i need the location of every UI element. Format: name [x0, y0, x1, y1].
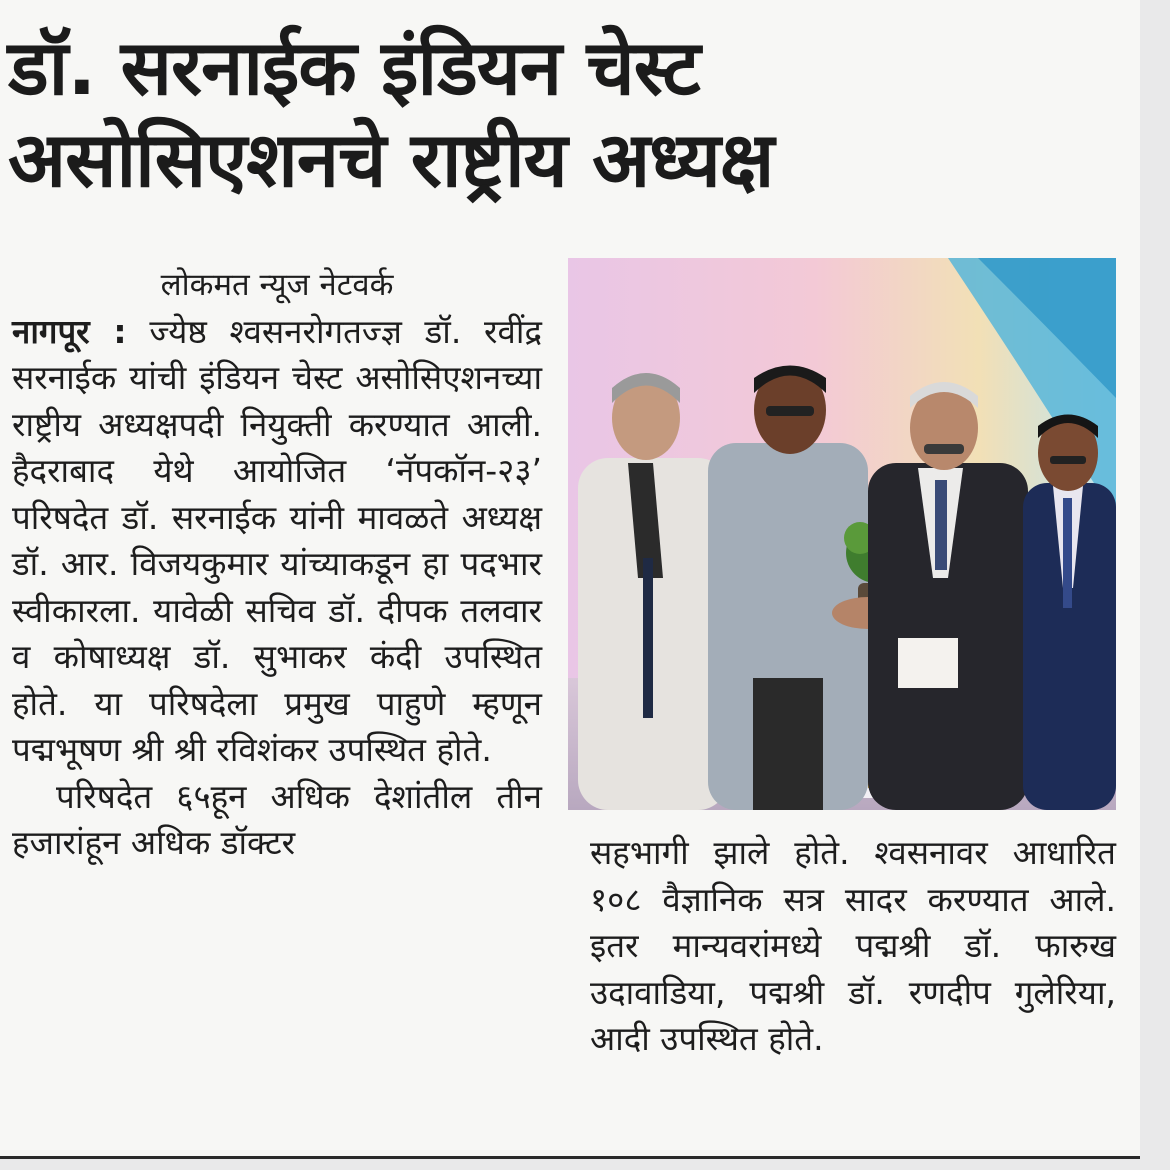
article-column-right [590, 830, 1116, 1063]
photo-illustration [568, 258, 1116, 810]
bottom-border [0, 1156, 1140, 1159]
news-photo [568, 258, 1116, 810]
headline [8, 22, 1128, 206]
headline-line-1: डॉ. सरनाईक इंडियन चेस्ट [8, 23, 700, 112]
article-paragraph-3: सहभागी झाले होते. श्वसनावर आधारित १०८ वैज्ञानिक सत्र सादर करण्यात आले. इतर मान्यवरांमध्ये पद्मश्री डॉ. फारुख उदावाडिया, पद्मश्री डॉ. रणदीप गुलेरिया, आदी उपस्थित होते. [590, 833, 1116, 1058]
article-column-left [12, 262, 542, 867]
article-paragraph-1-text: ज्येष्ठ श्वसनरोगतज्ज्ञ डॉ. रवींद्र सरनाईक यांची इंडियन चेस्ट असोसिएशनच्या राष्ट्रीय अध्यक्षपदी नियुक्ती करण्यात आली. हैदराबाद येथे आयोजित ‘नॅपकॉन-२३’ परिषदेत डॉ. सरनाईक यांनी मावळते अध्यक्ष डॉ. आर. विजयकुमार यांच्याकडून हा पदभार स्वीकारला. यावेळी सचिव डॉ. दीपक तलवार व कोषाध्यक्ष डॉ. सुभाकर कंदी उपस्थित होते. या परिषदेला प्रमुख पाहुणे म्हणून पद्मभूषण श्री श्री रविशंकर उपस्थित होते. [12, 311, 542, 769]
byline: लोकमत न्यूज नेटवर्क [160, 267, 394, 303]
dateline: नागपूर : [12, 311, 127, 351]
article-paragraph-2: परिषदेत ६५हून अधिक देशांतील तीन हजारांहून अधिक डॉक्टर [12, 776, 542, 862]
headline-line-2: असोसिएशनचे राष्ट्रीय अध्यक्ष [8, 115, 774, 204]
article-paragraph-1 [12, 309, 542, 774]
